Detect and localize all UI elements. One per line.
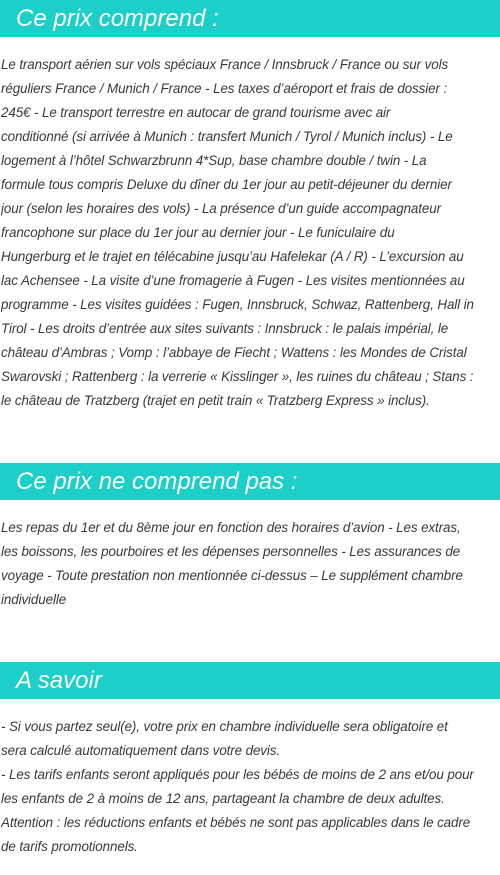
- good-to-know-section: [0, 662, 500, 854]
- text-line: jour (selon les horaires des vols) - La présence d’un guide accompagnateur: [1, 201, 441, 216]
- good-to-know-text: [0, 715, 474, 859]
- price-excludes-text: [0, 516, 463, 612]
- text-line: de tarifs promotionnels.: [1, 839, 138, 854]
- text-line: les enfants de 2 à moins de 12 ans, partageant la chambre de deux adultes.: [1, 791, 445, 806]
- price-excludes-heading: Ce prix ne comprend pas :: [0, 463, 500, 500]
- text-line: les boissons, les pourboires et les dépenses personnelles - Les assurances de: [1, 544, 461, 559]
- text-line: château d’Ambras ; Vomp : l’abbaye de Fiecht ; Wattens : les Mondes de Cristal: [1, 345, 467, 360]
- text-line: lac Achensee - La visite d’une fromagerie à Fugen - Les visites mentionnées au: [1, 273, 465, 288]
- text-line: Hungerburg et le trajet en télécabine jusqu’au Hafelekar (A / R) - L’excursion au: [1, 249, 464, 264]
- text-line: individuelle: [1, 592, 67, 607]
- text-line: Les repas du 1er et du 8ème jour en fonction des horaires d’avion - Les extras,: [1, 520, 461, 535]
- text-line: réguliers France / Munich / France - Les taxes d’aéroport et frais de dossier :: [1, 81, 448, 96]
- price-includes-section: [0, 0, 500, 408]
- text-line: sera calculé automatiquement dans votre devis.: [1, 743, 280, 758]
- text-line: - Les tarifs enfants seront appliqués pour les bébés de moins de 2 ans et/ou pour: [1, 767, 474, 782]
- text-line: 245€ - Le transport terrestre en autocar de grand tourisme avec air: [1, 105, 391, 120]
- text-line: Le transport aérien sur vols spéciaux France / Innsbruck / France ou sur vols: [1, 57, 449, 72]
- text-line: conditionné (si arrivée à Munich : transfert Munich / Tyrol / Munich inclus) - Le: [1, 129, 453, 144]
- text-line: - Si vous partez seul(e), votre prix en chambre individuelle sera obligatoire et: [1, 719, 448, 734]
- price-includes-heading: Ce prix comprend :: [0, 0, 500, 37]
- text-line: francophone sur place du 1er jour au dernier jour - Le funiculaire du: [1, 225, 395, 240]
- text-line: Attention : les réductions enfants et bébés ne sont pas applicables dans le cadre: [1, 815, 471, 830]
- text-line: voyage - Toute prestation non mentionnée ci-dessus – Le supplément chambre: [1, 568, 463, 583]
- text-line: le château de Tratzberg (trajet en petit train « Tratzberg Express » inclus).: [1, 393, 430, 408]
- text-line: programme - Les visites guidées : Fugen, Innsbruck, Schwaz, Rattenberg, Hall in: [1, 297, 474, 312]
- text-line: logement à l’hôtel Schwarzbrunn 4*Sup, base chambre double / twin - La: [1, 153, 427, 168]
- text-line: Tirol - Les droits d’entrée aux sites suivants : Innsbruck : le palais impérial, le: [1, 321, 449, 336]
- text-line: formule tous compris Deluxe du dîner du 1er jour au petit-déjeuner du dernier: [1, 177, 452, 192]
- price-excludes-section: [0, 463, 500, 607]
- text-line: Swarovski ; Rattenberg : la verrerie « Kisslinger », les ruines du château ; Stans :: [1, 369, 474, 384]
- good-to-know-heading: A savoir: [0, 662, 500, 699]
- price-includes-text: [0, 53, 474, 413]
